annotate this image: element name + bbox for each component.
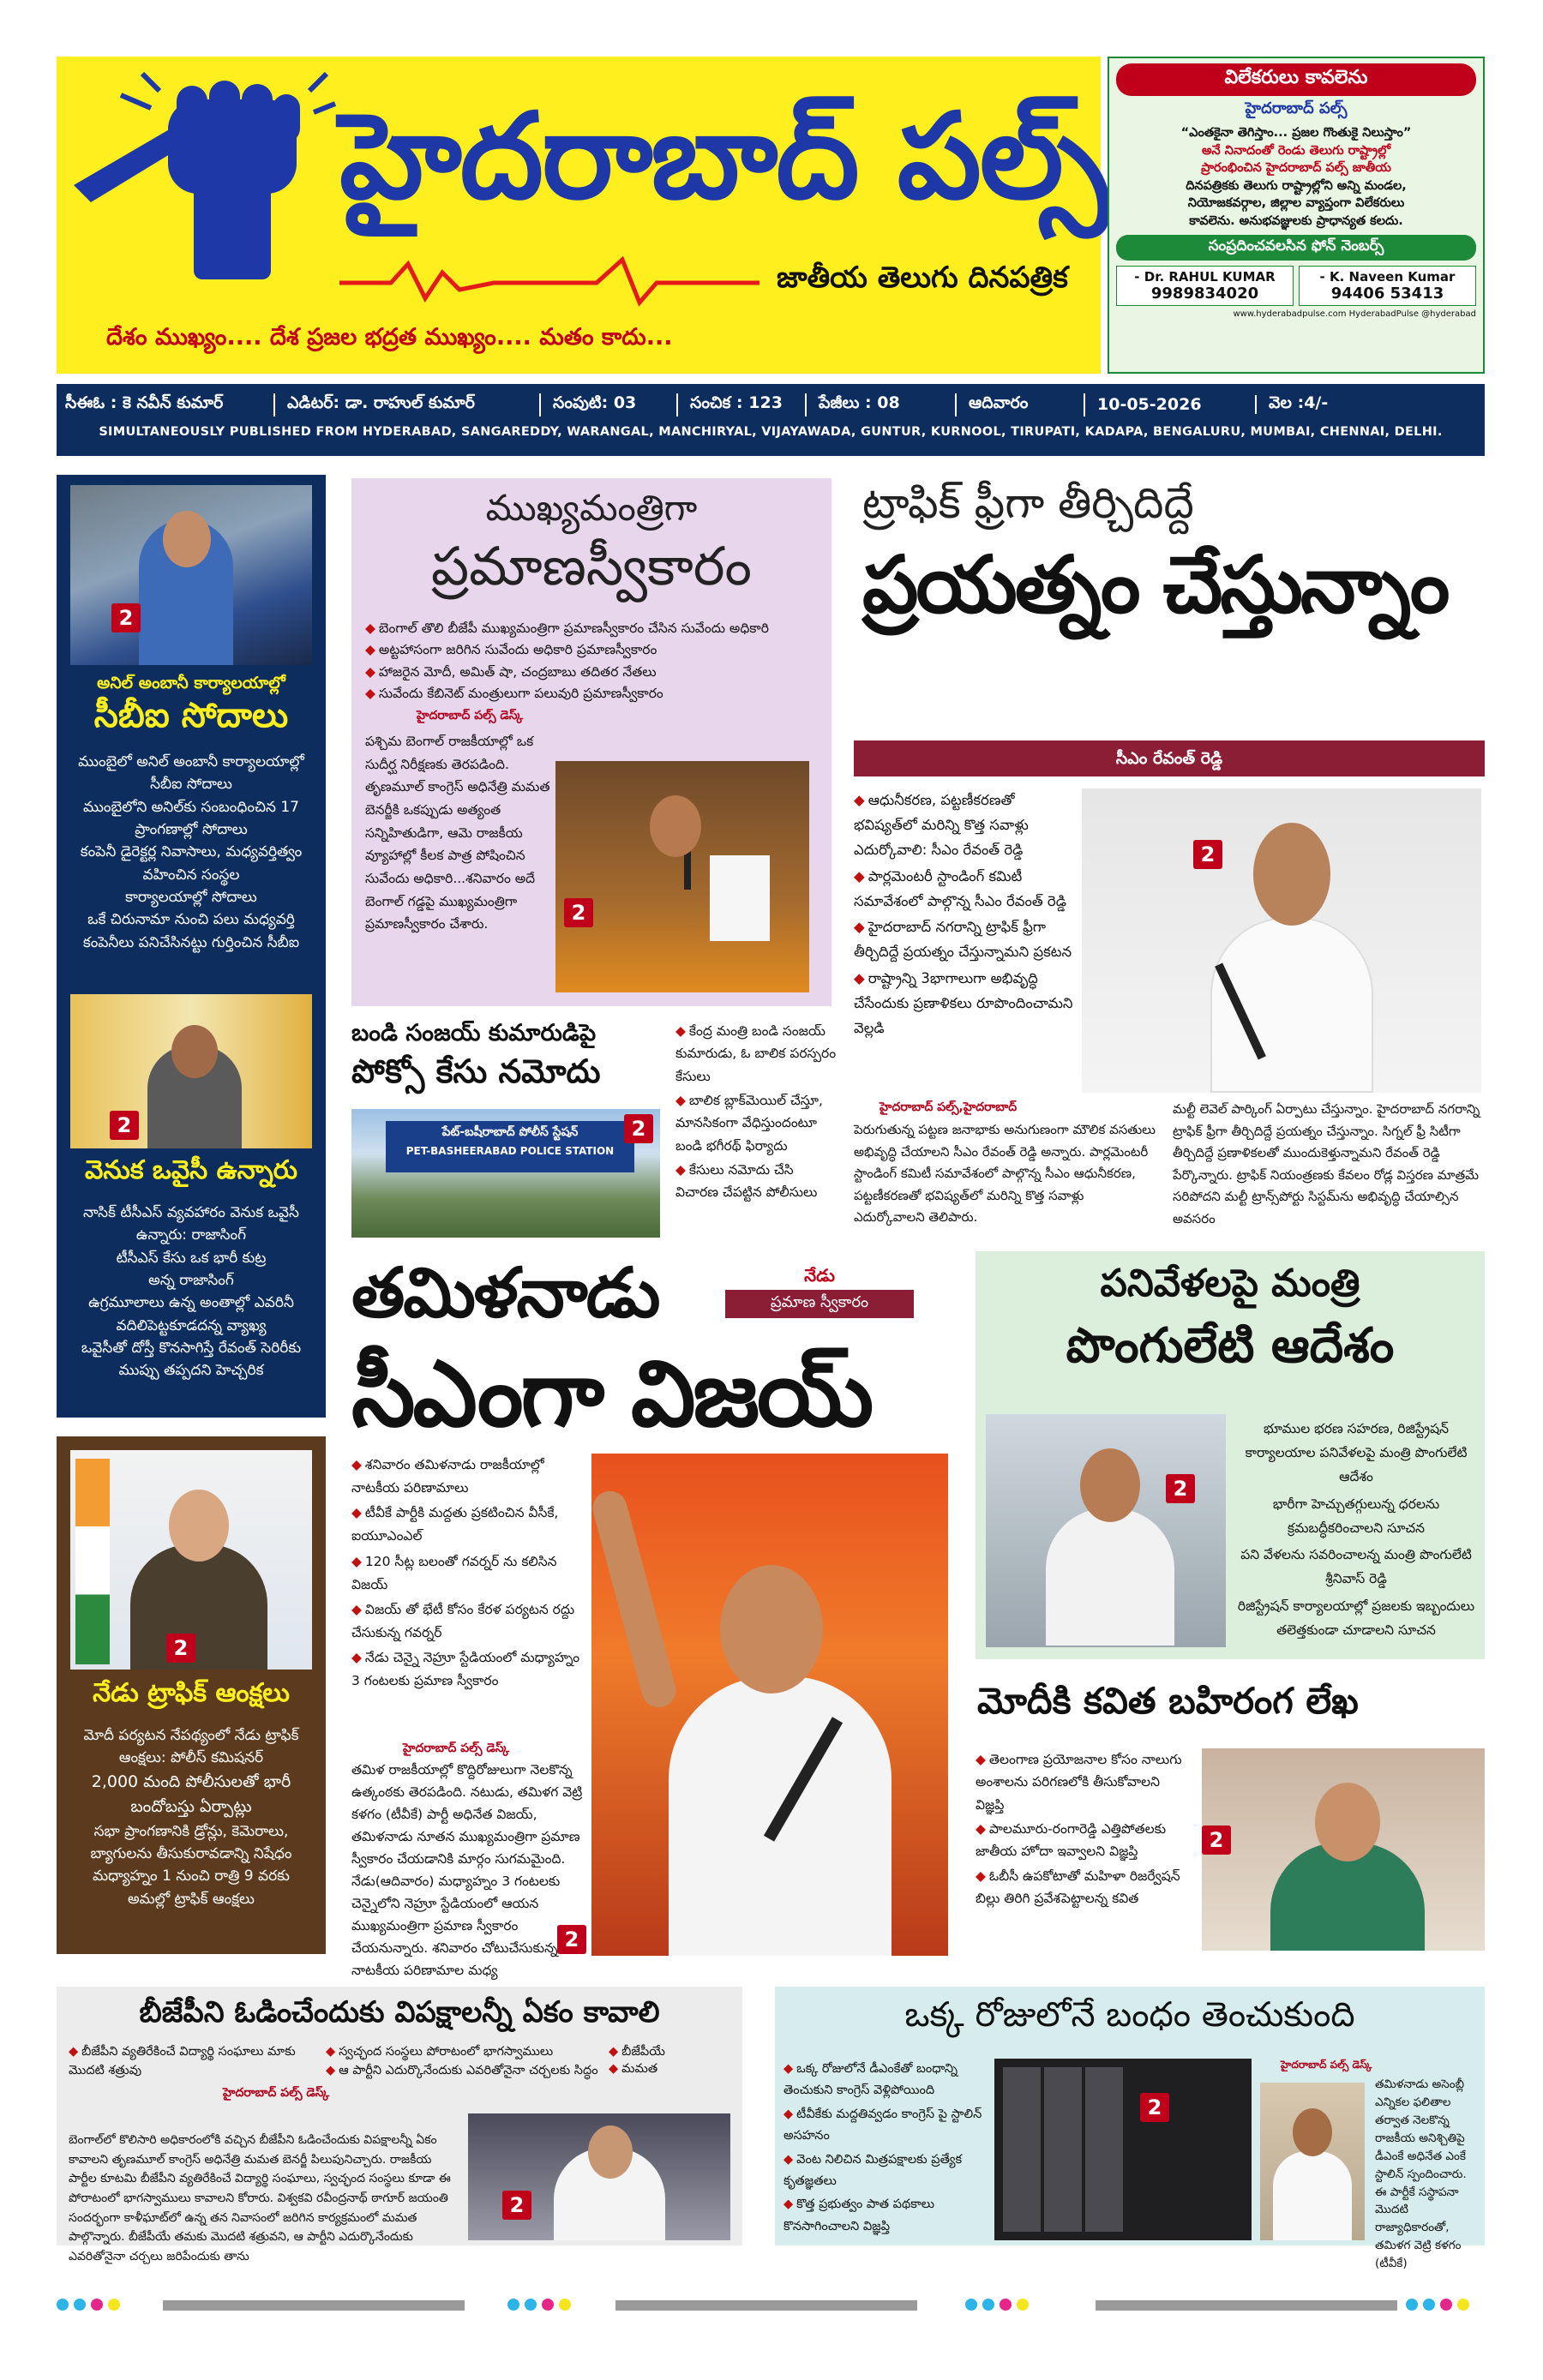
oath-bullets [365,619,818,704]
ponguleti-title-2: పొంగులేటి ఆదేశం [1066,1318,1395,1374]
cbi-headline: సీబీఐ సోదాలు [93,696,289,735]
congress-bullet: ◆ ఒక్క రోజులోనే డీఎంకేతో బంధాన్ని తెంచుకుని కాంగ్రెస్ వెళ్లిపోయింది [784,2059,986,2102]
cmyk-dots-icon [1406,2299,1469,2311]
vijay-bullets [351,1454,583,1694]
oath-dateline: హైదరాబాద్ పల్స్ డెస్క్ [417,709,524,722]
info-ceo: సీఈఓ : కె నవీన్ కుమార్ [57,393,275,417]
suvendu-photo [555,761,809,992]
station-signboard [386,1121,634,1172]
ad-line: కావలెను. అనుభవజ్ఞులకు ప్రాధాన్యత కలదు. [1189,213,1403,228]
revanth-body-1: పెరుగుతున్న పట్టణ జనాభాకు అనుగుణంగా మౌలిక వసతులు అభివృద్ధి చేయాలని సీఎం రేవంత్ రెడ్డి అన్నారు. పార్లమెంటరీ స్టాండింగ్ కమిటీ సమావేశంలో పాల్గొన్న సీఎం ఆధునీకరణ, పట్టణీకరణతో భవిష్యత్‌లో మరిన్ని కొత్త సవాళ్లు ఎదుర్కోవాలని తెలిపారు. [854,1122,1156,1225]
info-issue: సంచిక : 123 [678,393,807,417]
cbi-line: ముంబైలోని అనిల్‌కు సంబంధించిన 17 [83,798,299,816]
face-icon [169,1490,229,1562]
bjp-bullet: ◆ బీజేపీయే [609,2043,711,2081]
ad-contact-1 [1116,266,1294,306]
pocso-bullet: ◆ కేసులు నమోదు చేసి విచారణ చేపట్టిన పోలీసులు [675,1159,840,1204]
traffic-line: బ్యాగులను తీసుకురావడాన్ని నిషేధం [90,1844,292,1862]
vijay-body: తమిళ రాజకీయాల్లో కొద్దిరోజులుగా నెలకొన్న ఉత్కంఠకు తెరపడింది. నటుడు, తమిళగ వెట్రి కళగం (టీవీకే) పార్టీ అధినేత విజయ్, తమిళనాడు నూతన ముఖ్యమంత్రిగా ప్రమాణ స్వీకారం చేయడానికి మార్గం సుగమమైంది. నేడు(ఆదివారం) మధ్యాహ్నం 3 గంటలకు చెన్నైలోని నెహ్రూ స్టేడియంలో ఆయన ముఖ్యమంత్రిగా ప్రమాణ స్వీకారం చేయనున్నారు. శనివారం చోటుచేసుకున్న నాటకీయ పరిణామాల మధ్య [351,1762,583,1979]
masthead-subtitle: జాతీయ తెలుగు దినపత్రిక [777,261,1068,295]
info-price: వెల :4/- [1269,393,1329,412]
station-name-te: పేట్-బషీరాబాద్ పోలీస్ స్టేషన్ [441,1125,579,1139]
ad-contact-header: సంప్రదించవలసిన ఫోన్ నెంబర్స్ [1116,235,1476,261]
cbi-line: ప్రాంగణాల్లో సోదాలు [135,821,248,839]
cbi-lines [60,751,322,954]
gray-bar [1096,2300,1397,2311]
revanth-bullets [854,788,1078,1043]
congress-dateline: హైదరాబాద్ పల్స్ డెస్క్ [1281,2059,1372,2071]
masthead-title: హైదరాబాద్ పల్స్ [339,87,1108,225]
page-badge: 2 [111,603,141,632]
police-station-photo [351,1109,660,1238]
vijay-bullet: ◆ శనివారం తమిళనాడు రాజకీయాల్లో నాటకీయ పరిణామాలు [351,1454,583,1500]
stalin-photo [1260,2083,1365,2240]
kavitha-bullet: ◆ ఓబీసీ ఉపకోటాతో మహిళా రిజర్వేషన్ బిల్లు తిరిగి ప్రవేశపెట్టాలన్న కవిత [976,1865,1190,1910]
bjp-bullet: ◆ మమత [609,2060,694,2081]
sidebar-story-owaisi [57,980,326,1418]
congress-bullets [784,2059,986,2239]
ponguleti-line: భూముల భరణ సహరణ, రిజిస్ట్రేషన్ కార్యాలయాల పనివేళలపై మంత్రి పొంగులేటి ఆదేశం [1245,1421,1468,1484]
vijay-tag-2: ప్రమాణ స్వీకారం [725,1290,914,1318]
face-icon [1253,823,1330,926]
raised-arm-icon [589,1487,680,1711]
congress-bullet: ◆ టీవీకేకు మద్దతివ్వడం కాంగ్రెస్ పై స్టాలిన్ అసహనం [784,2104,986,2148]
story-vijay [351,1253,943,1979]
owaisi-line: ముప్పు తప్పదని హెచ్చరిక [118,1362,264,1380]
ponguleti-line: రిజిస్ట్రేషన్ కార్యాలయాల్లో ప్రజలకు ఇబ్బందులు తలెత్తకుండా చూడాలని సూచన [1237,1598,1475,1639]
person-silhouette-icon [1273,2151,1352,2240]
page-badge: 2 [557,1925,586,1954]
vijay-bullet: ◆ నేడు చెన్నై నెహ్రూ స్టేడియంలో మధ్యాహ్నం 3 గంటలకు ప్రమాణ స్వీకారం [351,1646,583,1693]
page-badge: 2 [1202,1825,1231,1855]
ad-line: నియోజకవర్గాల, జిల్లాల వ్యాప్తంగా విలేకరులు [1187,196,1405,211]
owaisi-line: నాసిక్ టీసీఎస్ వ్యవహారం వెనుక ఒవైసీ [83,1204,299,1221]
vijay-bullet: ◆ టీవీకే పార్టీకి మద్దతు ప్రకటించిన వీసీకే, ఐయూఎంఎల్ [351,1502,583,1548]
contact-name: - K. Naveen Kumar [1319,269,1456,285]
heartbeat-line-icon [339,255,759,307]
story-revanth [854,478,1485,1232]
ponguleti-line: పని వేళలను సవరించాలన్న మంత్రి పొంగులేటి శ్రీనివాస్ రెడ్డి [1240,1547,1472,1587]
owaisi-line: టీసీఎస్ కేసు ఒక భారీ కుట్ర [116,1249,267,1267]
page-badge: 2 [1140,2093,1169,2122]
cbi-kicker: అనిల్ అంబానీ కార్యాలయాల్లో [97,674,285,692]
oath-body: పశ్చిమ బెంగాల్ రాజకీయాల్లో ఒక సుదీర్ఘ నిరీక్షణకు తెరపడింది. తృణమూల్ కాంగ్రెస్ అధినేత్రి మమత బెనర్జీకి ఒకప్పుడు అత్యంత సన్నిహితుడిగా, ఆమె రాజకీయ వ్యూహాల్లో కీలక పాత్ర పోషించిన సువేందు అధికారి...శనివారం అదే బెంగాల్ గడ్డపై ముఖ్యమంత్రిగా ప్రమాణస్వీకారం చేశారు. [365,734,550,932]
paper-icon [710,855,770,941]
ad-line: దినపత్రికకు తెలుగు రాష్ట్రాల్లోని అన్ని మండల, [1186,178,1407,193]
revanth-bullet: ◆ పార్లమెంటరీ స్టాండింగ్ కమిటీ సమావేశంలో పాల్గొన్న సీఎం రేవంత్ రెడ్డి [854,865,1078,914]
video-grid [1003,2067,1123,2232]
face-icon [163,511,211,567]
pocso-bullet: ◆ కేంద్ర మంత్రి బండి సంజయ్ కుమారుడు, ఓ బాలిక పరస్పరం కేసులు [675,1020,840,1088]
face-icon [171,1025,218,1078]
page-badge: 2 [1166,1474,1195,1503]
video-conference-photo [994,2059,1252,2240]
oath-title-1: ముఖ్యమంత్రిగా [485,487,698,529]
bjp-dateline: హైదరాబాద్ పల్స్ డెస్క్ [223,2085,330,2100]
congress-body: తమిళనాడు అసెంబ్లీ ఎన్నికల ఫలితాల తర్వాత నెలకొన్న రాజకీయ అనిశ్చితిపై డీఎంకే అధినేత ఎంకే స్టాలిన్ స్పందించారు. ఈ పార్టీకే సస్థాపనా మొదటి రాజ్యాధికారంతో, తమిళగ వెట్రి కళగం (టీవీకే) [1375,2077,1467,2271]
person-silhouette-icon [130,1544,267,1670]
owaisi-line: ఉన్నారు: రాజాసింగ్ [135,1226,247,1244]
owaisi-line: ఉగ్రమూలాలు ఉన్న అంతాల్లో ఎవరినీ [88,1294,294,1312]
ad-lines [1116,124,1476,230]
revanth-bullet: ◆ రాష్ట్రాన్ని 3భాగాలుగా అభివృద్ధి చేసేందుకు ప్రణాళికలు రూపొందించామని వెల్లడి [854,967,1078,1041]
bjp-title: బీజేపీని ఓడించేందుకు విపక్షాలన్నీ ఏకం కావాలి [139,1995,660,2029]
bjp-body: బెంగాల్‌లో కొలిసారి అధికారంలోకి వచ్చిన బీజేపీని ఓడించేందుకు విపక్షాలన్నీ ఏకం కావాలని తృణమూల్ కాంగ్రెస్ అధినేత్రి మమత బెనర్జీ పిలుపునిచ్చారు. రాజకీయ పార్టీల కూటమి బీజేపీని వ్యతిరేకించే విద్యార్థి సంఘాలు, స్వచ్ఛంద సంస్థలు కూడా ఈ పోరాటంలో భాగస్వాములు కావాలని కోరారు. విశ్వకవి రవీంద్రనాథ్ ఠాగూర్ జయంతి సందర్భంగా కాళీఘాట్‌లో ఉన్న తన నివాసంలో జరిగిన కార్యక్రమంలో మమత పాల్గొన్నారు. బీజేపీయే తమకు మొదటి శత్రువని, ఆ పార్టీని ఎదుర్కొనేందుకు ఎవరితోనైనా చర్చలు జరిపేందుకు తాను [69,2133,451,2264]
traffic-line: 2,000 మంది పోలీసులతో భారీ [91,1772,291,1791]
cbi-line: ఒకే చిరునామా నుంచి పలు మధ్యవర్తి [87,911,295,929]
cbi-line: కార్యాలయాల్లో సోదాలు [125,889,257,907]
traffic-headline: నేడు ట్రాఫిక్ ఆంక్షలు [93,1678,290,1708]
anil-ambani-photo [70,485,312,665]
owaisi-headline: వెనుక ఒవైసీ ఉన్నారు [85,1155,297,1185]
kavitha-bullet: ◆ పాలమూరు-రంగారెడ్డి ఎత్తిపోతలకు జాతీయ హోదా ఇవ్వాలని విజ్ఞప్తి [976,1818,1190,1863]
vijay-tag-1: నేడు [804,1265,835,1286]
bjp-bullet: ◆ బీజేపీని వ్యతిరేకించే విద్యార్థి సంఘాలు మాకు మొదటి శత్రువు [69,2043,326,2081]
info-editor: ఎడిటర్: డా. రాహుల్ కుమార్ [275,393,541,417]
traffic-line: ఆంక్షలు: పోలీస్ కమిషనర్ [118,1749,264,1767]
published-line: SIMULTANEOUSLY PUBLISHED FROM HYDERABAD, SANGAREDDY, WARANGAL, MANCHIRYAL, VIJAYAWADA, GUNTUR, KURNOOL, TIRUPATI, KADAPA, BENGALURU, MUMBAI, CHENNAI, DELHI. [99,425,1443,439]
gray-bar [163,2300,465,2311]
bjp-bullets [69,2043,730,2083]
traffic-lines [60,1724,322,1910]
owaisi-line: ఒవైసీతో దోస్తీ కొనసాగిస్తే రేవంత్ సెరిరీకు [81,1340,302,1358]
cbi-line: కంపెనీలు పనిచేసినట్టు గుర్తించిన సీబీఐ [82,933,300,951]
story-ponguleti [976,1251,1485,1659]
info-bar [57,384,1485,456]
traffic-line: అమల్లో ట్రాఫిక్ ఆంక్షలు [128,1890,255,1908]
traffic-line: మధ్యాహ్నం 1 నుంచి రాత్రి 9 వరకు [93,1867,290,1885]
cbi-line: కంపెనీ డైరెక్టర్ల నివాసాలు, మధ్యవర్తిత్వం [80,843,303,861]
story-pocso [351,1020,840,1243]
page-badge: 2 [110,1111,139,1140]
mamata-photo [468,2113,730,2240]
oath-bullet: ◆ హాజరైన మోదీ, అమిత్ షా, చంద్రబాబు తదితర నేతలు [365,662,818,682]
page-badge: 2 [564,898,593,927]
kavitha-bullets [976,1748,1190,1911]
face-icon [1315,1783,1380,1861]
ponguleti-title-1: పనివేళలపై మంత్రి [1100,1262,1360,1305]
story-oath [351,478,832,1006]
traffic-line: బందోబస్తు ఏర్పాట్లు [130,1797,252,1817]
ad-line: “ఎంతకైనా తెగిస్తాం... ప్రజల గొంతుకై నిలుస్తాం” [1180,126,1412,140]
cmyk-dots-icon [965,2299,1029,2311]
revanth-title-1: ట్రాఫిక్ ఫ్రీగా తీర్చిదిద్దే [862,478,1194,528]
revanth-photo [1082,788,1481,1093]
vijay-title-1: తమిళనాడు [351,1253,659,1333]
vijay-bullet: ◆ 120 సీట్ల బలంతో గవర్నర్ ను కలిసిన విజయ్ [351,1550,583,1597]
oath-title-2: ప్రమాణస్వీకారం [431,535,752,597]
oath-bullet: ◆ బెంగాల్ తొలి బీజేపీ ముఖ్యమంత్రిగా ప్రమాణస్వీకారం చేసిన సువేందు అధికారి [365,619,818,638]
revanth-bullet: ◆ హైదరాబాద్ నగరాన్ని ట్రాఫిక్ ఫ్రీగా తీర్చిదిద్దే ప్రయత్నం చేస్తున్నామని ప్రకటన [854,915,1078,965]
revanth-title-2: ప్రయత్నం చేస్తున్నాం [862,539,1448,631]
face-icon [720,1565,823,1694]
recruitment-ad [1108,57,1485,374]
congress-bullet: ◆ కొత్త ప్రభుత్వం పాత పథకాలు కొనసాగించాలని విజ్ఞప్తి [784,2194,986,2238]
face-icon [650,795,701,857]
cbi-line: సీబీఐ సోదాలు [150,776,232,794]
ad-contact-2 [1299,266,1476,306]
gray-bar [615,2300,917,2311]
vijay-photo [564,1454,948,1956]
congress-title: ఒక్క రోజులోనే బంధం తెంచుకుంది [904,1995,1355,2035]
raja-singh-photo [70,994,312,1148]
cbi-line: వహించిన సంస్థల [142,866,240,884]
info-date: 10-05-2026 [1085,395,1257,414]
face-icon [1293,2108,1332,2156]
sidebar-story-cbi [57,475,326,980]
traffic-line: మోదీ పర్యటన నేపథ్యంలో నేడు ట్రాఫిక్ [83,1727,299,1744]
story-congress [775,1987,1485,2271]
face-icon [1080,1448,1140,1522]
footer-registration-strip [57,2295,1485,2314]
person-silhouette-icon [1046,1508,1174,1646]
info-pages: పేజీలు : 08 [807,393,957,417]
sidebar-story-traffic [57,1436,326,1954]
story-bjp [57,1987,742,2264]
vijay-dateline: హైదరాబాద్ పల్స్ డెస్క్ [403,1742,510,1755]
pocso-title-1: బండి సంజయ్ కుమారుడిపై [351,1020,597,1046]
ad-line: ప్రారంభించిన హైదరాబాద్ పల్స్ జాతీయ [1201,161,1391,176]
cmyk-dots-icon [507,2299,571,2311]
ad-web: www.hyderabadpulse.com HyderabadPulse @hyderabad [1233,309,1476,320]
kavitha-photo [1202,1748,1485,1951]
page-badge: 2 [1193,840,1222,869]
page-badge: 2 [502,2191,531,2220]
pocso-bullets [675,1020,840,1206]
vijay-title-2: సీఎంగా విజయ్ [351,1341,872,1447]
congress-bullet: ◆ వెంట నిలిచిన మిత్రపక్షాలకు ప్రత్యేక కృతజ్ఞతలు [784,2149,986,2193]
station-name-en: PET-BASHEERABAD POLICE STATION [405,1145,615,1157]
vijay-bullet: ◆ విజయ్ తో భేటీ కోసం కేరళ పర్యటన రద్దు చేసుకున్న గవర్నర్ [351,1598,583,1645]
story-kavitha [976,1680,1485,1954]
ad-line: అనే నినాదంతో రెండు తెలుగు రాష్ట్రాల్లో [1201,143,1391,158]
page-badge: 2 [624,1114,653,1143]
ad-contacts [1116,266,1476,306]
kavitha-title: మోదీకి కవిత బహిరంగ లేఖ [977,1680,1359,1722]
masthead [57,57,1108,374]
page-badge: 2 [166,1634,195,1663]
ponguleti-lines [1234,1418,1478,1643]
bjp-bullet: ◆ ఆ పార్టీని ఎదుర్కొనేందుకు ఎవరితోనైనా చర్చలకు సిద్ధం [326,2062,730,2081]
info-volume: సంపుటి: 03 [541,393,678,417]
contact-phone: 9989834020 [1150,285,1259,303]
revanth-bullet: ◆ ఆధునీకరణ, పట్టణీకరణతో భవిష్యత్‌లో మరిన్ని కొత్త సవాళ్లు ఎదుర్కోవాలి: సీఎం రేవంత్ రెడ్డి [854,788,1078,863]
info-items [57,384,1485,425]
bjp-bullet: ◆ స్వచ్ఛంద సంస్థలు పోరాటంలో భాగస్వాములు [326,2043,609,2081]
contact-name: - Dr. RAHUL KUMAR [1134,269,1276,285]
kavitha-bullet: ◆ తెలంగాణ ప్రయోజనాల కోసం నాలుగు అంశాలను పరిగణలోకి తీసుకోవాలని విజ్ఞప్తి [976,1748,1190,1816]
oath-bullet: ◆ అట్టహాసంగా జరిగిన సువేందు అధికారి ప్రమాణస్వీకారం [365,640,818,660]
contact-phone: 94406 53413 [1330,285,1444,303]
revanth-dateline: హైదరాబాద్ పల్స్,హైదరాబాద్ [880,1100,1018,1114]
pocso-title-2: పోక్సో కేసు నమోదు [351,1052,601,1090]
ad-header: విలేకరులు కావలెను [1116,63,1476,96]
info-day: ఆదివారం [957,393,1085,417]
fist-pen-logo-icon [74,74,339,288]
revanth-body-2: మల్టీ లెవెల్ పార్కింగ్ ఏర్పాటు చేస్తున్నాం. హైదరాబాద్ నగరాన్ని ట్రాఫిక్ ఫ్రీగా తీర్చిదిద్దే ప్రయత్నం చేస్తున్నాం. సిగ్నల్ ఫ్రీ సిటీగా తీర్చిదిద్దే ప్రణాళికలతో ముందుకెళ్తున్నామని రేవంత్ రెడ్డి పేర్కొన్నారు. ట్రాఫిక్ నియంత్రణకు కేవలం రోడ్ల విస్తరణ మాత్రమే సరిపోదని మల్టీ ట్రాన్స్‌పోర్టు సిస్టమ్‌ను అభివృద్ధి చేయాల్సిన అవసరం [1173,1101,1480,1226]
india-flag-icon [75,1459,110,1664]
cbi-line: ముంబైలో అనిల్ అంబానీ కార్యాలయాల్లో [78,753,304,770]
ad-logo: హైదరాబాద్ పల్స్ [1245,99,1348,117]
masthead-slogan: దేశం ముఖ్యం.... దేశ ప్రజల భద్రత ముఖ్యం.... మతం కాదు... [106,324,673,351]
face-icon [588,2125,633,2179]
modi-photo [70,1450,312,1670]
owaisi-line: వదిలిపెట్టకూడదన్న వ్యాఖ్య [116,1316,267,1334]
ponguleti-line: భారీగా హెచ్చుతగ్గులున్న ధరలను క్రమబద్ధీకరించాలని సూచన [1272,1496,1440,1536]
ponguleti-photo [986,1414,1226,1647]
vijay-tag [725,1265,914,1318]
pocso-bullet: ◆ బాలిక బ్లాక్‌మెయిల్ చేస్తూ, మానసికంగా వేధిస్తుందంటూ బండి భగీరథ్ ఫిర్యాదు [675,1089,840,1157]
revanth-byline: సీఎం రేవంత్ రెడ్డి [854,740,1485,776]
cmyk-dots-icon [57,2299,120,2311]
oath-bullet: ◆ సువేందు కేబినెట్ మంత్రులుగా పలువురి ప్రమాణస్వీకారం [365,684,818,704]
traffic-line: సభా ప్రాంగణానికి డ్రోన్లు, కెమెరాలు, [93,1822,289,1840]
owaisi-lines [60,1202,322,1382]
owaisi-line: అన్న రాజాసింగ్ [148,1272,234,1290]
